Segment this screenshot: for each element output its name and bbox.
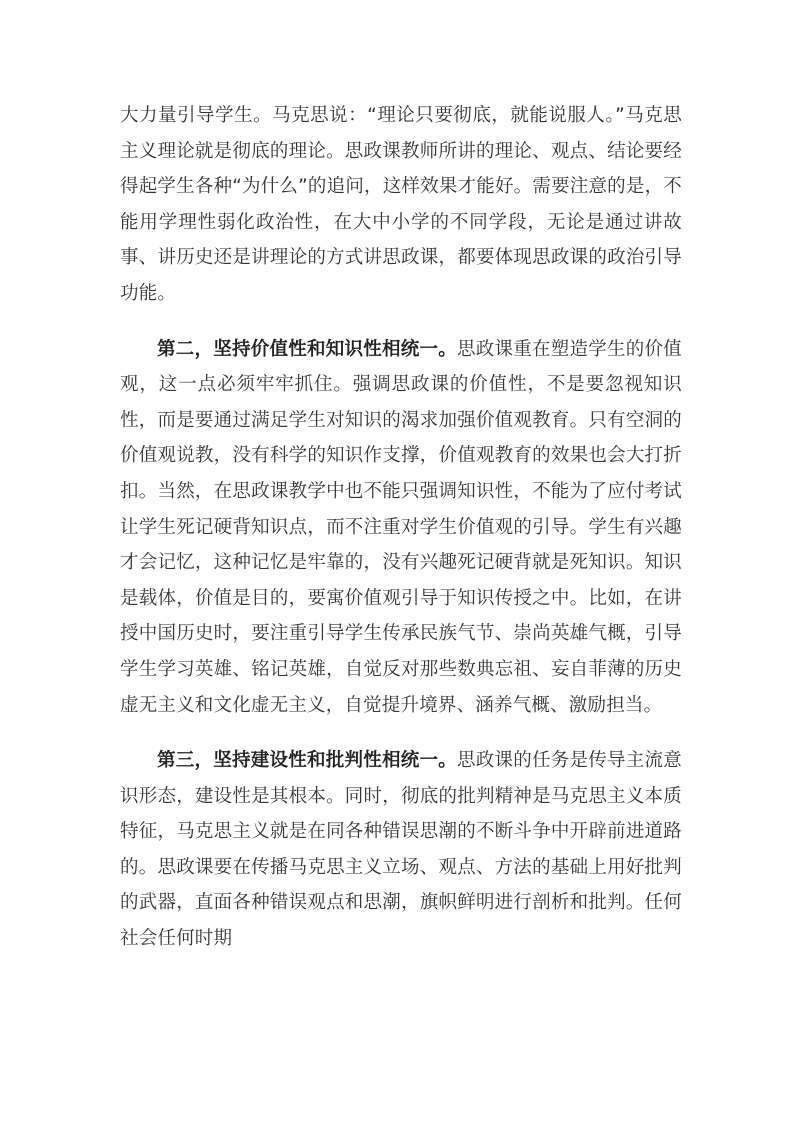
paragraph-1-text: 大力量引导学生。马克思说：“理论只要彻底，就能说服人。”马克思主义理论就是彻底的理论。思政课教师所讲的理论、观点、结论要经得起学生各种“为什么”的追问，这样效果才能好。需要注意的是，不能用学理性弱化政治性，在大中小学的不同学段，无论是通过讲故事、讲历史还是讲理论的方式讲思政课，都要体现思政课的政治引导功能。 [120, 105, 682, 304]
paragraph-1 [120, 98, 682, 312]
paragraph-3-lead: 第三，坚持建设性和批判性相统一。 [157, 750, 458, 772]
document-page [120, 98, 682, 957]
paragraph-2-text: 思政课重在塑造学生的价值观，这一点必须牢牢抓住。强调思政课的价值性，不是要忽视知识性，而是要通过满足学生对知识的渴求加强价值观教育。只有空洞的价值观说教，没有科学的知识作支撑，价值观教育的效果也会大打折扣。当然，在思政课教学中也不能只强调知识性，不能为了应付考试让学生死记硬背知识点，而不注重对学生价值观的引导。学生有兴趣才会记忆，这种记忆是牢靠的，没有兴趣死记硬背就是死知识。知识是载体，价值是目的，要寓价值观引导于知识传授之中。比如，在讲授中国历史时，要注重引导学生传承民族气节、崇尚英雄气概，引导学生学习英雄、铭记英雄，自觉反对那些数典忘祖、妄自菲薄的历史虚无主义和文化虚无主义，自觉提升境界、涵养气概、激励担当。 [120, 338, 682, 716]
paragraph-2 [120, 332, 682, 724]
paragraph-2-lead: 第二，坚持价值性和知识性相统一。 [157, 338, 458, 360]
paragraph-3 [120, 743, 682, 957]
paragraph-3-text: 思政课的任务是传导主流意识形态，建设性是其根本。同时，彻底的批判精神是马克思主义本质特征，马克思主义就是在同各种错误思潮的不断斗争中开辟前进道路的。思政课要在传播马克思主义立场、观点、方法的基础上用好批判的武器，直面各种错误观点和思潮，旗帜鲜明进行剖析和批判。任何社会任何时期 [120, 750, 682, 950]
